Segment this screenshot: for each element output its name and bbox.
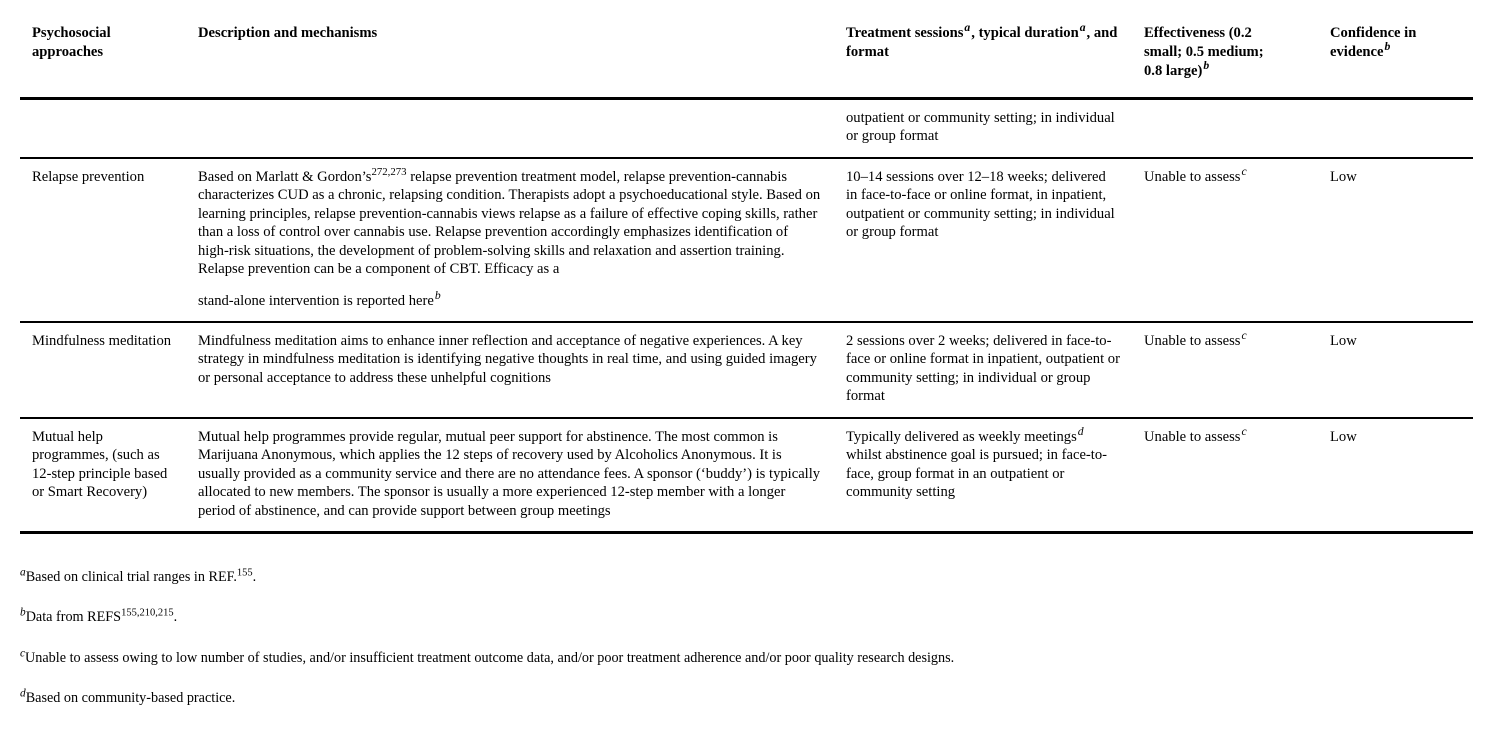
footnote-a-text-post: . [252, 569, 257, 585]
footnote-b [20, 608, 1480, 626]
cell-approach-mutual-help-programmes [20, 418, 188, 533]
table-header-row [20, 13, 1473, 98]
cell-description-continuation [188, 98, 836, 157]
footnote-marker-b-2: b [1384, 40, 1391, 54]
effectiveness-label-line1: Effectiveness (0.2 [1144, 25, 1252, 41]
footnote-b-marker: b [20, 606, 26, 619]
effectiveness-text [1134, 419, 1320, 457]
cell-confidence-continuation [1320, 98, 1473, 157]
sessions-label-mid: , typical duration [971, 25, 1079, 41]
table-row-mutual-help-programmes [20, 418, 1473, 533]
column-header-effectiveness-label [1134, 13, 1320, 97]
confidence-label-line1: Confidence in [1330, 25, 1417, 41]
footnote-marker-a-2: a [1079, 21, 1086, 35]
sessions-text: 10–14 sessions over 12–18 weeks; delivered in face-to-face or online format, in inpatient, outpatient or community setting; in individual or group format [846, 168, 1115, 241]
cell-effectiveness-continuation [1134, 98, 1320, 157]
column-header-description-label: Description and mechanisms [198, 25, 378, 41]
cell-description-relapse-prevention [188, 158, 836, 322]
cell-effectiveness-relapse-prevention [1134, 158, 1320, 322]
table-row-mindfulness-meditation [20, 322, 1473, 418]
description-part3-line [198, 288, 822, 310]
description-part1: Based on Marlatt & Gordon’s [198, 168, 372, 185]
cell-sessions-mutual-help-programmes [836, 418, 1134, 533]
footnote-a [20, 568, 1480, 586]
footnote-marker-b: b [1203, 59, 1210, 73]
footnote-c-text: Unable to assess owing to low number of studies, and/or insufficient treatment outcome data, and/or poor treatment adherence and/or poor quality research designs. [25, 649, 955, 666]
effectiveness-label-line2: small; 0.5 medium; [1144, 43, 1264, 60]
table-row-continuation [20, 98, 1473, 157]
sessions-part2: whilst abstinence goal is pursued; in face-to-face, group format in an outpatient or community setting [846, 447, 1107, 501]
cell-sessions-relapse-prevention [836, 158, 1134, 322]
column-header-description [188, 13, 836, 98]
column-header-sessions-label [836, 13, 1134, 78]
cell-effectiveness-mutual-help-programmes [1134, 418, 1320, 533]
cell-approach-continuation [20, 98, 188, 157]
cell-sessions-continuation [836, 98, 1134, 157]
confidence-text: Low [1330, 428, 1357, 445]
effectiveness-value: Unable to assess [1144, 168, 1241, 185]
footnotes-section [20, 568, 1480, 730]
cell-approach-mindfulness-meditation [20, 322, 188, 418]
description-text [188, 100, 836, 120]
psychosocial-approaches-table [20, 13, 1473, 534]
confidence-text: Low [1330, 168, 1357, 185]
column-header-effectiveness [1134, 13, 1320, 98]
footnote-d-text: Based on community-based practice. [25, 690, 236, 707]
footnote-a-marker: a [20, 566, 26, 579]
sessions-text [836, 419, 1134, 513]
reference-citation: 272,273 [371, 165, 407, 178]
confidence-text [1320, 100, 1473, 120]
column-header-approach-label: Psychosocial approaches [32, 25, 111, 60]
column-header-sessions [836, 13, 1134, 98]
footnote-marker-a: a [964, 21, 971, 35]
effectiveness-value: Unable to assess [1144, 428, 1241, 445]
cell-confidence-relapse-prevention [1320, 158, 1473, 322]
table-row-relapse-prevention [20, 158, 1473, 322]
footnote-marker-d: d [1077, 424, 1084, 438]
sessions-text: 2 sessions over 2 weeks; delivered in face-to-face or online format in inpatient, outpatient or community setting; in individual or group format [846, 332, 1120, 405]
column-header-approach [20, 13, 188, 98]
sessions-label-pre: Treatment sessions [846, 25, 964, 41]
effectiveness-text [1134, 100, 1320, 120]
approach-text: Mindfulness meditation [32, 332, 172, 349]
cell-effectiveness-mindfulness-meditation [1134, 322, 1320, 418]
cell-description-mindfulness-meditation [188, 322, 836, 418]
cell-confidence-mindfulness-meditation [1320, 322, 1473, 418]
footnote-marker-c: c [1241, 424, 1247, 438]
description-text [188, 159, 836, 321]
column-header-confidence-label [1320, 13, 1473, 78]
footnote-d-marker: d [20, 687, 26, 700]
footnote-marker-c: c [1241, 164, 1247, 178]
confidence-label-line2: evidence [1330, 43, 1384, 60]
footnote-marker-c: c [1241, 329, 1247, 343]
footnote-c [20, 649, 1480, 667]
cell-description-mutual-help-programmes [188, 418, 836, 533]
effectiveness-text [1134, 159, 1320, 197]
footnote-d [20, 689, 1480, 707]
effectiveness-text [1134, 323, 1320, 361]
description-part2: relapse prevention treatment model, relapse prevention-cannabis characterizes CUD as a chronic, relapsing condition. Therapists adopt a psychoeducational style. Based on learning principles, relapse prevention-cannabis views relapse as a failure of effective coping skills, rather than a loss of control over cannabis use. Relapse prevention accordingly emphasizes identification of high-risk situations, the development of problem-solving skills and relaxation and assertion training. Relapse prevention can be a component of CBT. Efficacy as a [198, 168, 821, 278]
footnote-b-reference: 155,210,215 [121, 607, 174, 619]
column-header-confidence [1320, 13, 1473, 98]
footnote-b-text: Data from REFS [25, 609, 122, 626]
confidence-text: Low [1330, 332, 1357, 349]
approach-text [20, 100, 188, 120]
description-text: Mutual help programmes provide regular, mutual peer support for abstinence. The most common is Marijuana Anonymous, which applies the 12 steps of recovery used by Alcoholics Anonymous. It is usually provided as a community service and there are no attendance fees. A sponsor (‘buddy’) is typically allocated to new members. The sponsor is usually a more experienced 12-step member with a longer period of abstinence, and can provide support between group meetings [198, 428, 821, 519]
description-text: Mindfulness meditation aims to enhance inner reflection and acceptance of negative experiences. A key strategy in mindfulness meditation is identifying negative thoughts in real time, and using guided imagery or personal acceptance to address these unhelpful cognitions [198, 332, 817, 386]
effectiveness-value: Unable to assess [1144, 332, 1241, 349]
approach-text: Mutual help programmes, (such as 12-step principle based or Smart Recovery) [32, 428, 168, 501]
footnote-c-marker: c [20, 647, 26, 660]
approach-text: Relapse prevention [32, 168, 145, 185]
sessions-text: outpatient or community setting; in individual or group format [846, 109, 1115, 145]
footnote-a-reference: 155 [236, 567, 253, 579]
sessions-part1: Typically delivered as weekly meetings [846, 428, 1077, 445]
footnote-b-text-post: . [173, 609, 178, 626]
footnote-a-text: Based on clinical trial ranges in REF. [25, 569, 237, 585]
cell-sessions-mindfulness-meditation [836, 322, 1134, 418]
effectiveness-label-line3: 0.8 large) [1144, 62, 1203, 79]
description-part3: stand-alone intervention is reported here [198, 292, 434, 309]
footnote-marker-b: b [434, 288, 441, 302]
sessions-label-post: , and format [846, 25, 1118, 60]
cell-confidence-mutual-help-programmes [1320, 418, 1473, 533]
cell-approach-relapse-prevention [20, 158, 188, 322]
